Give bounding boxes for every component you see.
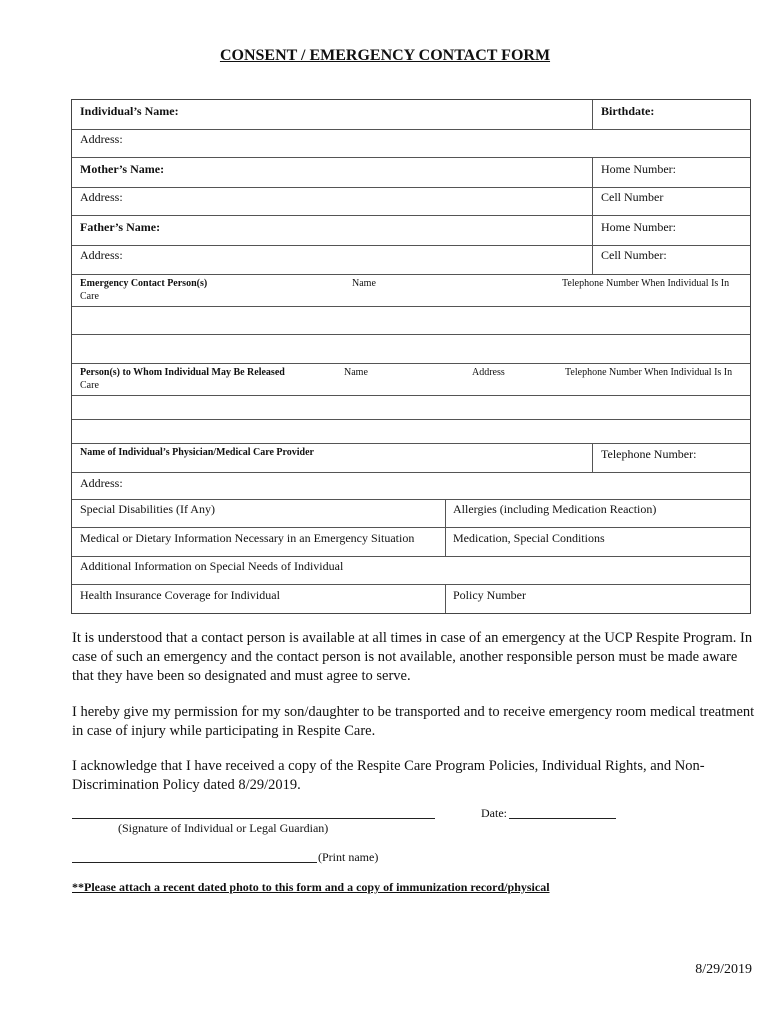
health-insurance-label: Health Insurance Coverage for Individual (80, 588, 280, 602)
mother-cell-number-label: Cell Number (601, 190, 664, 204)
policy-number-label: Policy Number (453, 588, 526, 602)
father-cell-number-label: Cell Number: (601, 248, 667, 262)
additional-info-label: Additional Information on Special Needs of Individual (80, 559, 344, 573)
individual-address-label: Address: (80, 132, 123, 146)
individual-name-label: Individual’s Name: (80, 104, 179, 118)
mother-address-label: Address: (80, 190, 123, 204)
contact-form-table (71, 99, 751, 614)
father-name-label: Father’s Name: (80, 220, 161, 234)
mother-name-label: Mother’s Name: (80, 162, 165, 176)
attachment-note: **Please attach a recent dated photo to this form and a copy of immunization record/physical (72, 880, 550, 894)
emergency-telephone-col: Telephone Number When Individual Is In (562, 278, 730, 289)
footer-date: 8/29/2019 (695, 962, 752, 977)
print-name-label: (Print name) (318, 850, 379, 864)
date-label: Date: (481, 806, 507, 820)
released-address-col: Address (472, 367, 505, 378)
birthdate-label: Birthdate: (601, 104, 655, 118)
signature-caption: (Signature of Individual or Legal Guardian) (118, 821, 329, 835)
physician-telephone-label: Telephone Number: (601, 447, 697, 461)
paragraph-acknowledgement: I acknowledge that I have received a copy of the Respite Care Program Policies, Individual Rights, and Non-Discrimination Policy dated 8/29/2019. (72, 758, 705, 793)
paragraph-permission: I hereby give my permission for my son/daughter to be transported and to receive emergency room medical treatment in case of injury while participating in Respite Care. (72, 704, 755, 739)
emergency-care-label: Care (80, 291, 99, 302)
medication-conditions-label: Medication, Special Conditions (453, 531, 605, 545)
physician-address-label: Address: (80, 476, 123, 490)
print-name-line[interactable] (72, 862, 317, 863)
emergency-name-col: Name (352, 278, 376, 289)
father-home-number-label: Home Number: (601, 220, 676, 234)
released-care-label: Care (80, 380, 99, 391)
released-telephone-col: Telephone Number When Individual Is In (565, 367, 733, 378)
released-to-label: Person(s) to Whom Individual May Be Released (80, 367, 285, 378)
medical-dietary-label: Medical or Dietary Information Necessary in an Emergency Situation (80, 531, 415, 545)
date-line[interactable] (509, 818, 616, 819)
allergies-label: Allergies (including Medication Reaction) (453, 502, 657, 516)
signature-line[interactable] (72, 818, 435, 819)
mother-home-number-label: Home Number: (601, 162, 676, 176)
released-name-col: Name (344, 367, 368, 378)
special-disabilities-label: Special Disabilities (If Any) (80, 502, 215, 516)
physician-label: Name of Individual’s Physician/Medical Care Provider (80, 447, 314, 458)
emergency-contact-label: Emergency Contact Person(s) (80, 278, 208, 289)
paragraph-contact-availability: It is understood that a contact person is available at all times in case of an emergency at the UCP Respite Program. In case of such an emergency and the contact person is not available, another responsible person must be made aware that they have been so designated and must agree to serve. (72, 630, 753, 684)
father-address-label: Address: (80, 248, 123, 262)
form-title: CONSENT / EMERGENCY CONTACT FORM (219, 47, 551, 64)
